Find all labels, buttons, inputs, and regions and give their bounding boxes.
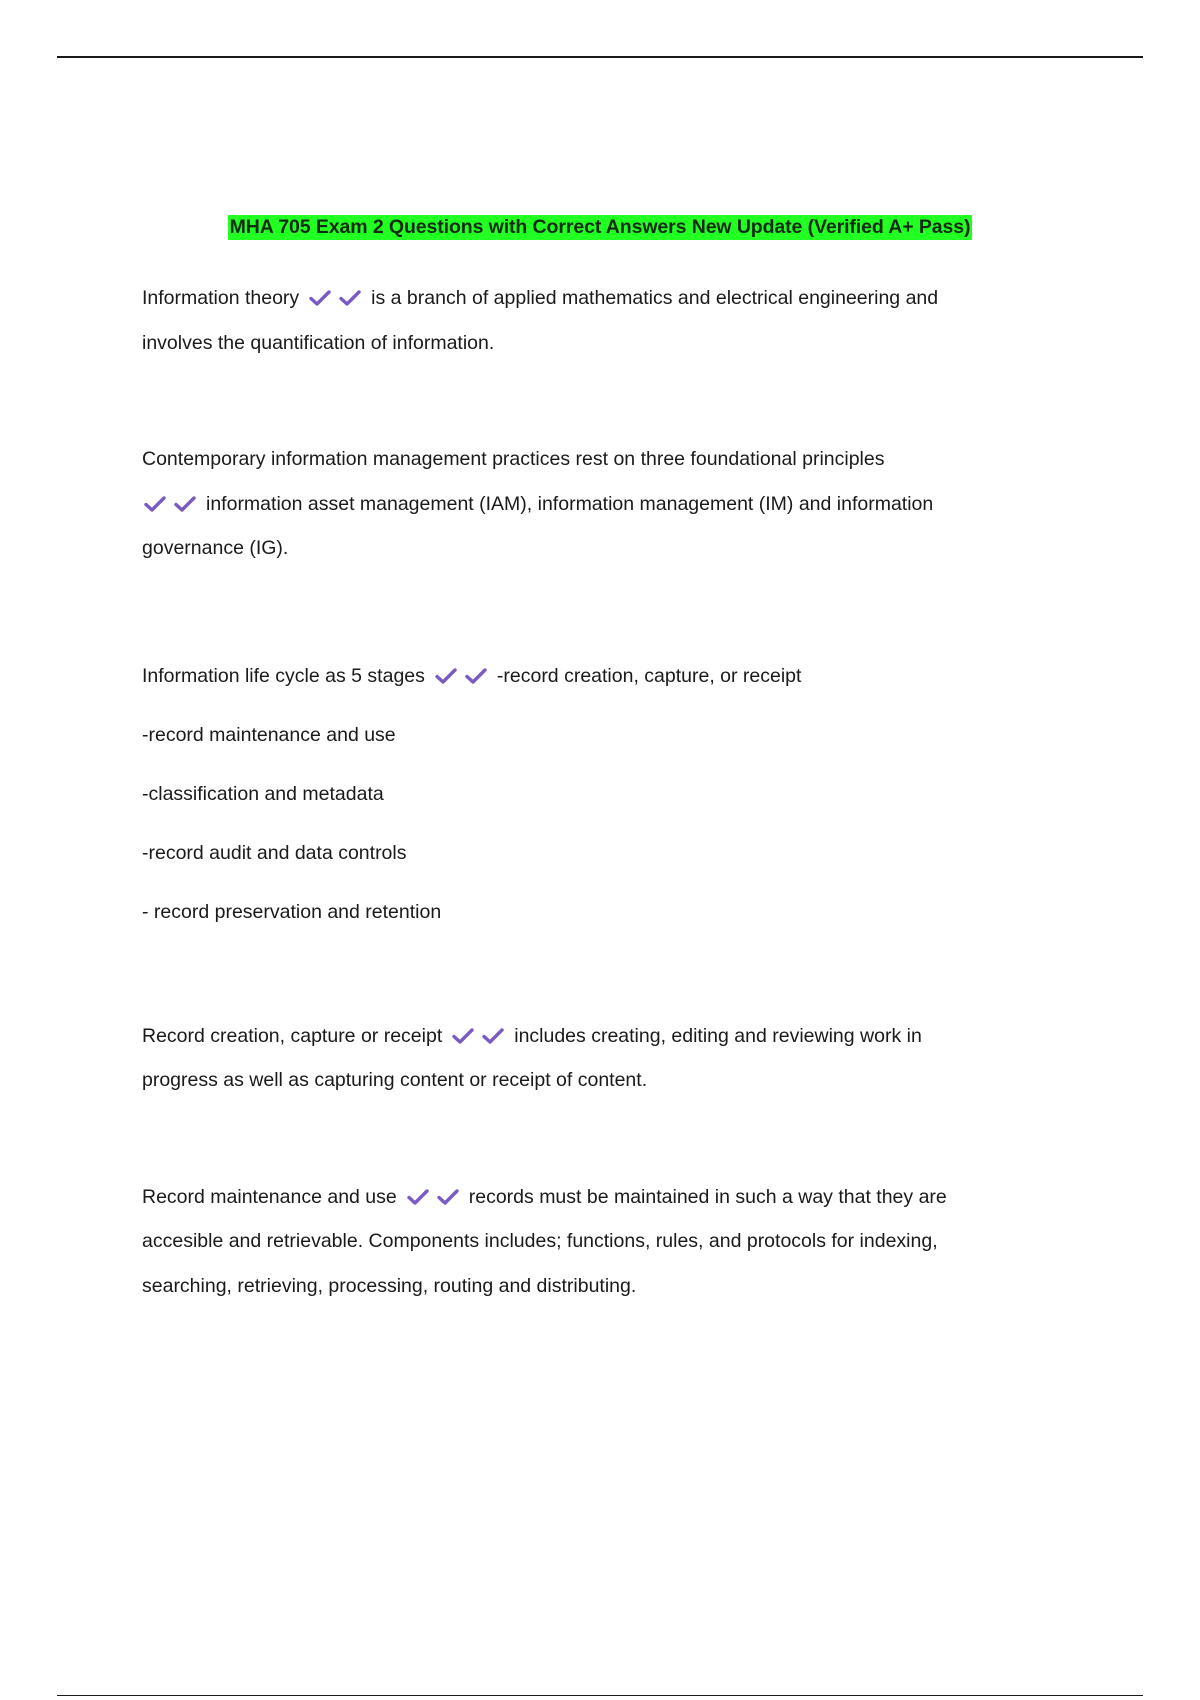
spacer — [142, 571, 1042, 647]
answer-text: includes creating, editing and reviewing work in — [514, 1024, 922, 1047]
answer-text-continued: governance (IG). — [142, 537, 289, 559]
question-text: Record creation, capture or receipt — [142, 1024, 443, 1047]
checkmark-icon — [452, 1027, 474, 1045]
question-text: Information theory — [142, 287, 300, 309]
qa-item-2 — [142, 437, 1042, 571]
qa-item-5 — [142, 1175, 1042, 1309]
footer-rule — [57, 1695, 1143, 1696]
qa-line — [142, 1175, 1042, 1220]
checkmark-icon — [144, 495, 166, 513]
answer-text-continued: involves the quantification of information. — [142, 331, 495, 354]
qa-item-1 — [142, 276, 1042, 365]
checkmark-icon — [174, 495, 196, 513]
qa-line — [142, 1014, 1042, 1059]
document-body — [142, 276, 1042, 1308]
spacer — [142, 1103, 1042, 1175]
qa-item-3 — [142, 647, 1042, 942]
checkmarks — [407, 1175, 467, 1220]
qa-item-4 — [142, 1014, 1042, 1103]
spacer — [142, 942, 1042, 1014]
checkmark-icon — [309, 289, 331, 307]
stage-item: - record preservation and retention — [142, 900, 442, 923]
answer-text: is a branch of applied mathematics and electrical engineering and — [371, 287, 939, 309]
checkmark-icon — [437, 1188, 459, 1206]
stage-item: -record audit and data controls — [142, 841, 407, 864]
question-text: Record maintenance and use — [142, 1185, 397, 1208]
checkmarks — [144, 482, 204, 527]
qa-line — [142, 482, 1042, 527]
header-rule — [57, 56, 1143, 58]
answer-text-continued: accesible and retrievable. Components includes; functions, rules, and protocols for indexing, — [142, 1230, 938, 1252]
spacer — [142, 365, 1042, 437]
answer-text: -record creation, capture, or receipt — [496, 664, 802, 687]
checkmark-icon — [435, 667, 457, 685]
checkmarks — [452, 1014, 512, 1059]
checkmark-icon — [339, 289, 361, 307]
checkmark-icon — [482, 1027, 504, 1045]
question-text: Information life cycle as 5 stages — [142, 664, 425, 687]
checkmark-icon — [407, 1188, 429, 1206]
checkmarks — [435, 647, 495, 706]
answer-text-continued: searching, retrieving, processing, routing and distributing. — [142, 1274, 637, 1297]
stage-item: -classification and metadata — [142, 782, 384, 805]
qa-line — [142, 276, 1042, 321]
question-text: Contemporary information management practices rest on three foundational principles — [142, 448, 885, 470]
answer-text: information asset management (IAM), information management (IM) and information — [206, 492, 934, 515]
stage-item: -record maintenance and use — [142, 723, 396, 746]
checkmarks — [309, 276, 369, 321]
qa-line — [142, 647, 1042, 706]
answer-text: records must be maintained in such a way that they are — [468, 1185, 947, 1208]
page-title: MHA 705 Exam 2 Questions with Correct Answers New Update (Verified A+ Pass) — [229, 216, 971, 238]
title-block — [0, 215, 1200, 240]
answer-text-continued: progress as well as capturing content or receipt of content. — [142, 1069, 648, 1091]
checkmark-icon — [465, 667, 487, 685]
